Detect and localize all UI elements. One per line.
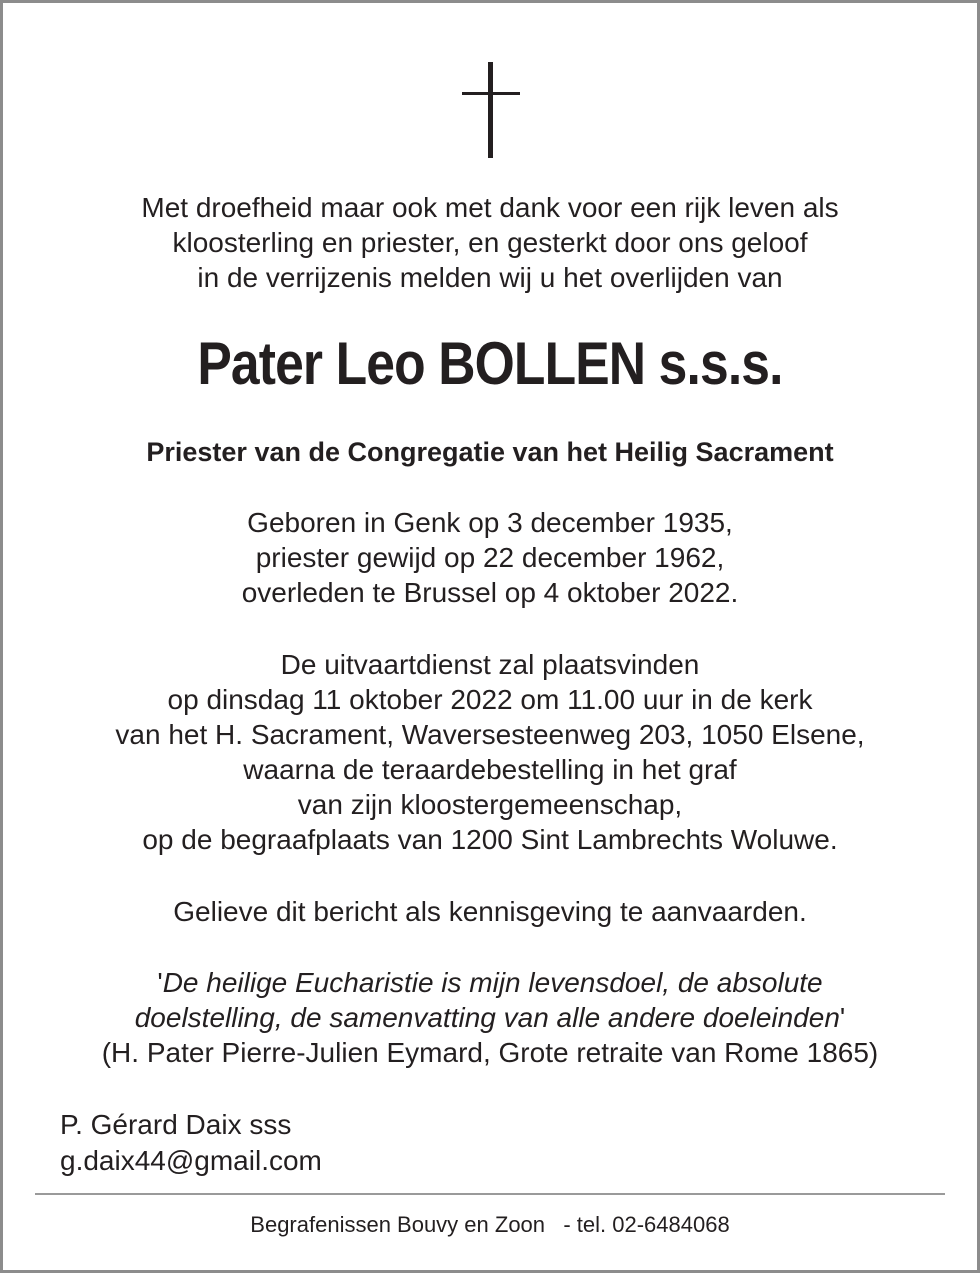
contact-email[interactable]: g.daix44@gmail.com [60, 1145, 322, 1176]
dates-text [30, 505, 950, 610]
cross-icon [460, 62, 522, 158]
quote-line-2 [30, 1000, 950, 1035]
quote-text: De heilige Eucharistie is mijn levensdoel, de absolute [162, 967, 823, 998]
dates-line: overleden te Brussel op 4 oktober 2022. [241, 577, 739, 608]
funeral-line: waarna de teraardebestelling in het graf [243, 754, 737, 785]
funeral-line: op de begraafplaats van 1200 Sint Lambrechts Woluwe. [142, 824, 838, 855]
quote-line-1 [30, 965, 950, 1000]
contact-block [60, 1107, 322, 1179]
quote-close-mark: ' [839, 1002, 846, 1033]
footer-text: Begrafenissen Bouvy en Zoon - tel. 02-6484068 [250, 1212, 730, 1237]
quote-attribution: (H. Pater Pierre-Julien Eymard, Grote retraite van Rome 1865) [101, 1037, 879, 1068]
intro-line: kloosterling en priester, en gesterkt door ons geloof [172, 227, 808, 258]
request-text [30, 894, 950, 929]
dates-line: priester gewijd op 22 december 1962, [255, 542, 725, 573]
deceased-subtitle: Priester van de Congregatie van het Heilig Sacrament [146, 437, 834, 467]
intro-text [30, 190, 950, 295]
intro-line: Met droefheid maar ook met dank voor een rijk leven als [141, 192, 839, 223]
request-line: Gelieve dit bericht als kennisgeving te aanvaarden. [173, 896, 807, 927]
quote-open-mark: ' [157, 967, 163, 998]
funeral-text [30, 647, 950, 857]
funeral-line: van het H. Sacrament, Waversesteenweg 203, 1050 Elsene, [115, 719, 865, 750]
quote-text: doelstelling, de samenvatting van alle andere doeleinden [134, 1002, 840, 1033]
footer-divider [35, 1193, 945, 1195]
intro-line: in de verrijzenis melden wij u het overlijden van [197, 262, 783, 293]
funeral-line: van zijn kloostergemeenschap, [297, 789, 683, 820]
deceased-name: Pater Leo BOLLEN s.s.s. [197, 330, 783, 397]
dates-line: Geboren in Genk op 3 december 1935, [247, 507, 733, 538]
funeral-line: De uitvaartdienst zal plaatsvinden [280, 649, 700, 680]
contact-name: P. Gérard Daix sss [60, 1109, 292, 1140]
quote-block [30, 965, 950, 1070]
funeral-line: op dinsdag 11 oktober 2022 om 11.00 uur in de kerk [167, 684, 813, 715]
